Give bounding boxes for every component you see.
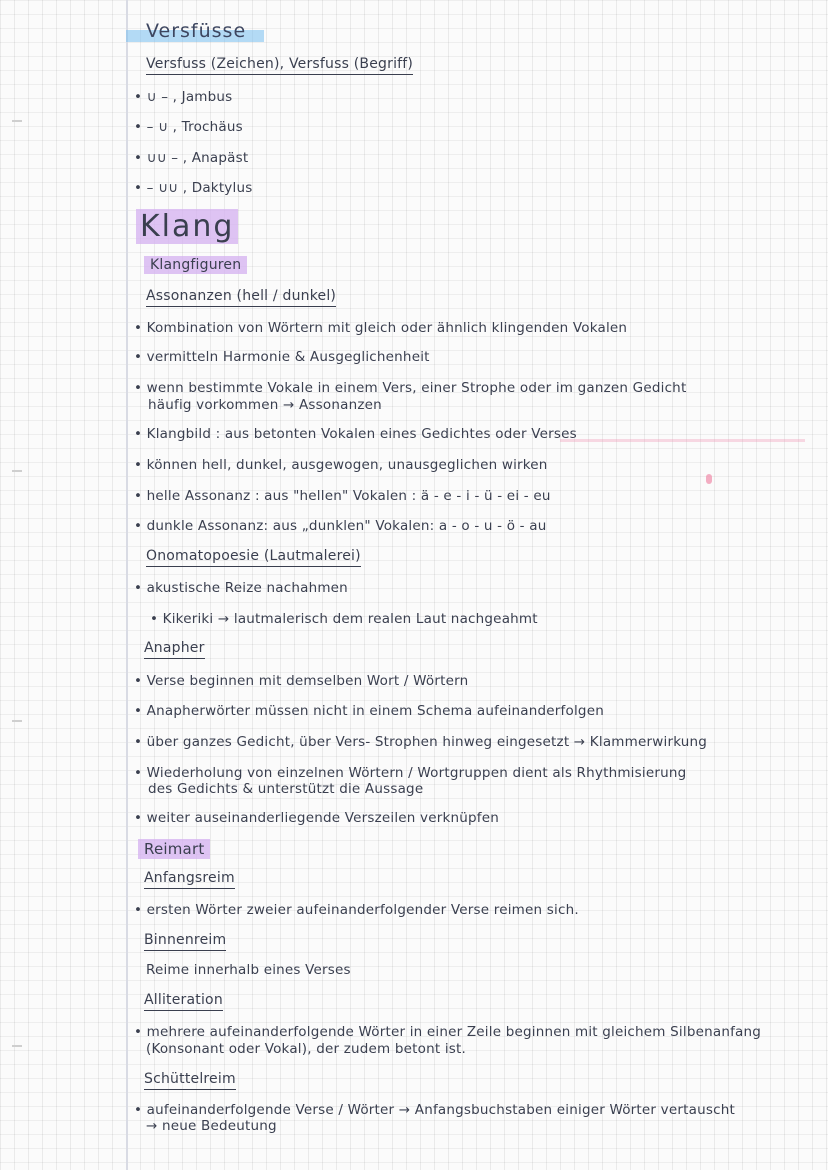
heading-reimart: Reimart [138, 839, 210, 859]
list-item: • können hell, dunkel, ausgewogen, unausgeglichen wirken [134, 457, 548, 473]
list-item-continuation: häufig vorkommen → Assonanzen [148, 397, 382, 413]
heading-anapher: Anapher [144, 640, 205, 659]
list-item: • aufeinanderfolgende Verse / Wörter → Anfangsbuchstaben einiger Wörter vertauscht [134, 1102, 735, 1118]
list-item: Reime innerhalb eines Verses [146, 962, 351, 978]
heading-assonanzen: Assonanzen (hell / dunkel) [146, 288, 336, 307]
punch-mark [12, 1045, 22, 1047]
list-item: • dunkle Assonanz: aus „dunklen" Vokalen: a - o - u - ö - au [134, 518, 547, 534]
list-item: • – ∪∪ , Daktylus [134, 180, 253, 196]
heading-alliteration: Alliteration [144, 992, 223, 1011]
highlighter-smudge [560, 439, 805, 442]
heading-klangfiguren: Klangfiguren [144, 256, 247, 274]
list-item: • wenn bestimmte Vokale in einem Vers, einer Strophe oder im ganzen Gedicht [134, 380, 687, 396]
heading-anfangsreim: Anfangsreim [144, 870, 235, 889]
list-item: • ∪ – , Jambus [134, 89, 233, 105]
list-item: • Wiederholung von einzelnen Wörtern / Wortgruppen dient als Rhythmisierung [134, 765, 687, 781]
heading-onomatopoesie: Onomatopoesie (Lautmalerei) [146, 548, 361, 567]
punch-mark [12, 720, 22, 722]
heading-binnenreim: Binnenreim [144, 932, 226, 951]
margin-line [126, 0, 128, 1170]
heading-schuettelreim: Schüttelreim [144, 1071, 236, 1090]
list-item: • Klangbild : aus betonten Vokalen eines Gedichtes oder Verses [134, 426, 577, 442]
list-item-continuation: → neue Bedeutung [146, 1118, 277, 1134]
heading-klang: Klang [136, 209, 238, 244]
list-item: • ersten Wörter zweier aufeinanderfolgender Verse reimen sich. [134, 902, 579, 918]
list-item: • Kombination von Wörtern mit gleich oder ähnlich klingenden Vokalen [134, 320, 628, 336]
list-item-continuation: (Konsonant oder Vokal), der zudem betont ist. [146, 1041, 467, 1057]
list-item: • – ∪ , Trochäus [134, 119, 243, 135]
list-item: • Kikeriki → lautmalerisch dem realen Laut nachgeahmt [150, 611, 538, 627]
list-item: • Anapherwörter müssen nicht in einem Schema aufeinanderfolgen [134, 703, 604, 719]
subtitle-versfuss: Versfuss (Zeichen), Versfuss (Begriff) [146, 56, 413, 75]
list-item: • ∪∪ – , Anapäst [134, 150, 249, 166]
list-item: • vermitteln Harmonie & Ausgeglichenheit [134, 349, 430, 365]
punch-mark [12, 470, 22, 472]
list-item-continuation: des Gedichts & unterstützt die Aussage [148, 781, 424, 797]
list-item: • weiter auseinanderliegende Verszeilen verknüpfen [134, 810, 500, 826]
heading-versfuesse: Versfüsse [126, 20, 264, 42]
list-item: • akustische Reize nachahmen [134, 580, 348, 596]
list-item: • über ganzes Gedicht, über Vers- Strophen hinweg eingesetzt → Klammerwirkung [134, 734, 708, 750]
list-item: • helle Assonanz : aus "hellen" Vokalen : ä - e - i - ü - ei - eu [134, 488, 551, 504]
list-item: • Verse beginnen mit demselben Wort / Wörtern [134, 673, 469, 689]
punch-mark [12, 120, 22, 122]
highlighter-dot [706, 474, 712, 484]
list-item: • mehrere aufeinanderfolgende Wörter in einer Zeile beginnen mit gleichem Silbenanfang [134, 1024, 762, 1040]
